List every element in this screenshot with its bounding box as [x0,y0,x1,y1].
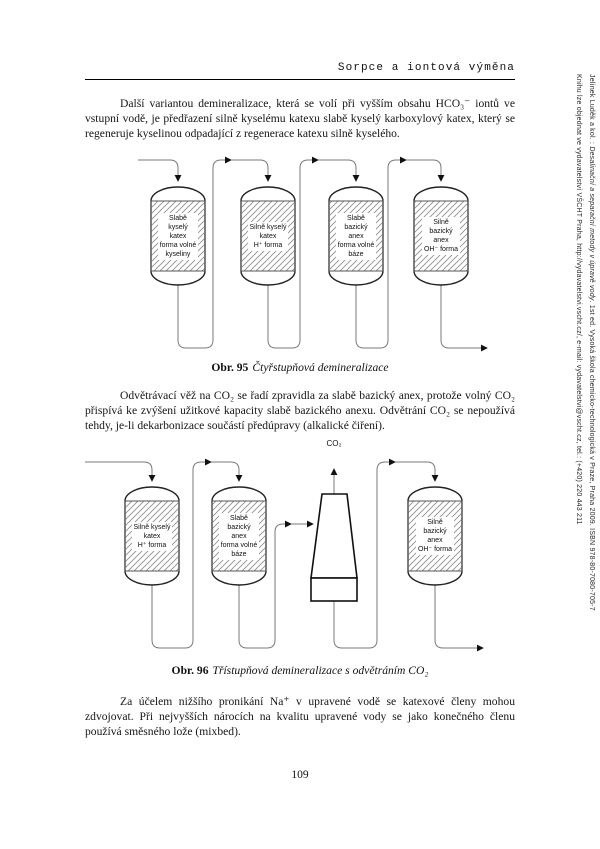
order-info-text: Knihu lze objednat ve vydavatelství VŠCHT Praha, http://vydavatelstvi.vscht.cz/, e-mail: vydavatelstvi@vscht.cz, tel.: (+420) 220 443 211 [575,74,582,525]
figure-95-svg [85,148,515,360]
vessel-label-strong-acid-cation-2: Silně kyselý katex H⁺ forma [133,523,171,549]
figure-96-caption [85,664,515,677]
figure-96-caption-text: Třístupňová demineralizace s odvětráním CO₂ [212,664,429,677]
vessel-label-strong-acid-cation: Silně kyselý katex H⁺ forma [249,223,287,249]
citation-publisher: . 1st ed. Vysoká škola chemicko-technologická v Praze, Praha 2009. ISBN 978-80-7080-705-7 [588,300,595,611]
citation-line [585,74,598,774]
figure-95-caption [85,361,515,374]
paragraph-degassing: Odvětrávací věž na CO₂ se řadí zpravidla za slabě bazický anex, protože volný CO₂ přispívá ke zvýšení užitkové kapacity slabě bazického anexu. Odvětrání CO₂ se nepoužívá tehdy, je-li dekarbonizace součástí předúpravy (alkalické čiření). [85,389,515,432]
paragraph-intro: Další variantou demineralizace, která se volí při vyšším obsahu HCO₃⁻ iontů ve vstupní vodě, je předřazení silně kyselému katexu slabě kyselý karboxylový katex, který se regeneruje kyselinou odpadající z regenerace katexu silně kyselého. [85,97,515,140]
header-rule [85,79,515,80]
co2-vent-label: CO₂ [326,439,342,448]
figure-95-diagram [85,148,515,360]
vessel-label-strong-base-anion: Silně bazický anex OH⁻ forma [423,219,459,253]
figure-95-caption-label: Obr. 95 [211,361,249,374]
vessel-label-weak-base-anion-2: Slabě bazický anex forma volné báze [220,514,258,558]
degasser-tower [311,494,357,601]
vessel-label-weak-base-anion: Slabě bazický anex forma volné báze [337,214,375,258]
vessel-label-strong-base-anion-2: Silně bazický anex OH⁻ forma [417,519,453,553]
figure-95-caption-text: Čtyřstupňová demineralizace [252,361,389,374]
ion-exchange-vessels-figure-95 [151,187,468,285]
figure-96-caption-label: Obr. 96 [171,664,209,677]
running-header: Sorpce a iontová výměna [337,62,515,74]
page-number: 109 [291,769,309,781]
edge-citation [572,74,598,774]
citation-book-title: Desalinační a separační metody v úpravě vody [588,146,595,301]
paragraph-mixbed: Za účelem nižšího pronikání Na⁺ v upravené vodě se katexové členy mohou zdvojovat. Při nejvyšších nárocích na kvalitu upravené vody se jako konečného členu používá směsného lože (mixbed). [85,695,515,738]
figure-96-diagram [85,452,525,656]
vessel-label-weak-acid-cation: Slabě kyselý katex forma volné kyseliny [159,214,197,258]
citation-authors: Jelínek Luděk a kol. : [588,74,595,147]
order-info-line [572,74,585,774]
ion-exchange-vessels-figure-96 [125,487,462,585]
figure-96-svg [85,452,525,656]
